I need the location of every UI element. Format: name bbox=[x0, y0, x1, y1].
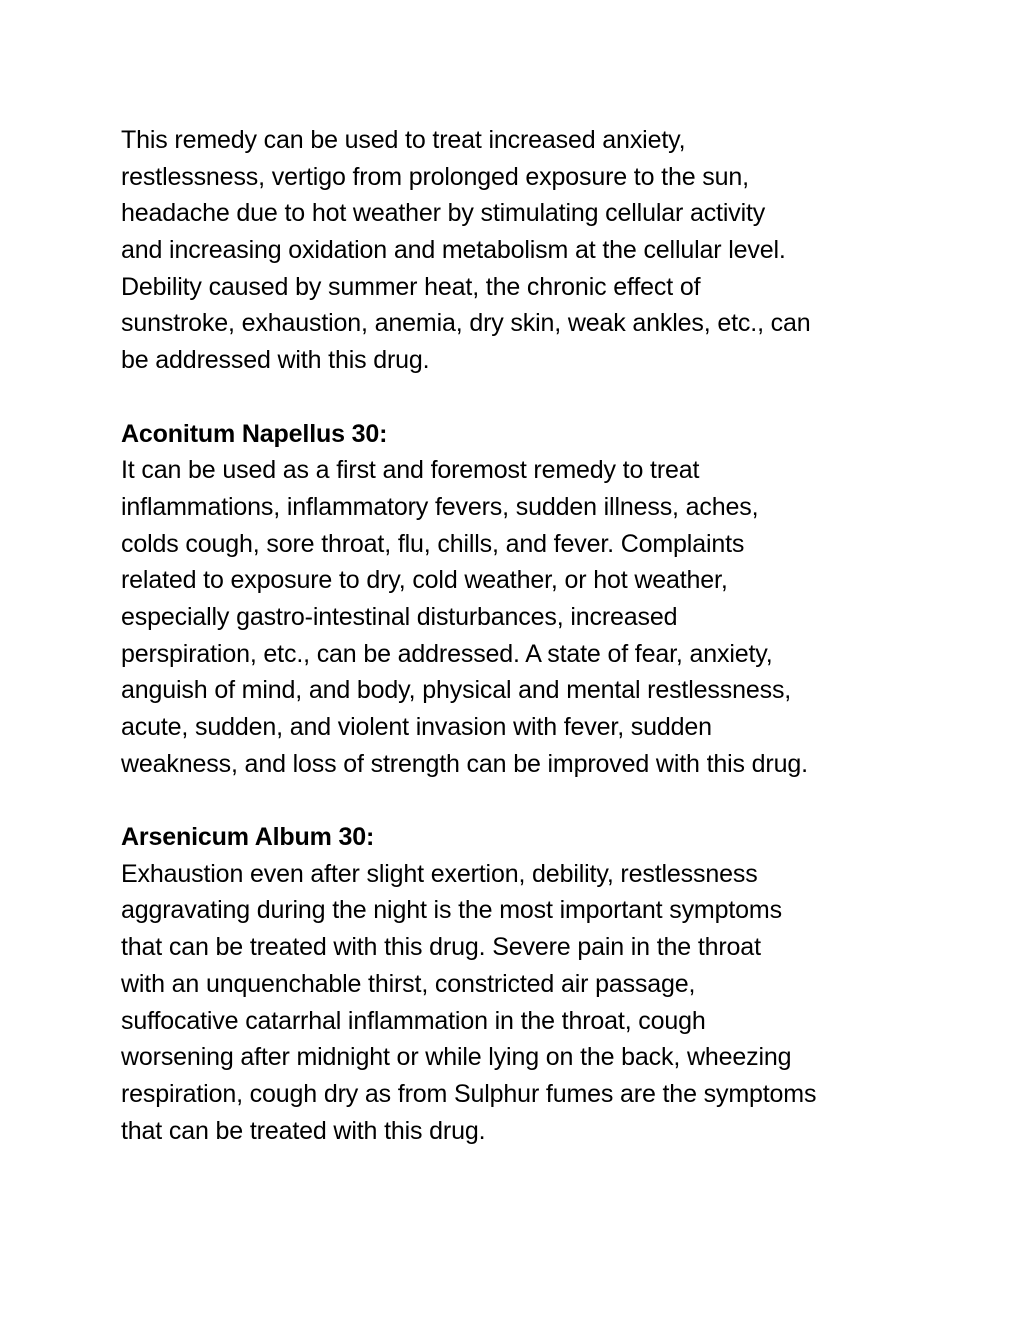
paragraph-line: especially gastro-intestinal disturbances, increased bbox=[121, 602, 678, 631]
section-heading: Aconitum Napellus 30: bbox=[121, 419, 388, 448]
intro-paragraph bbox=[121, 122, 911, 379]
paragraph-line: aggravating during the night is the most important symptoms bbox=[121, 896, 782, 925]
paragraph-line: anguish of mind, and body, physical and mental restlessness, bbox=[121, 676, 792, 705]
section-arsenicum-album bbox=[121, 819, 911, 1149]
paragraph-line: acute, sudden, and violent invasion with fever, sudden bbox=[121, 713, 712, 741]
paragraph-line: and increasing oxidation and metabolism at the cellular level. bbox=[121, 236, 786, 265]
paragraph-line: that can be treated with this drug. bbox=[121, 1116, 486, 1145]
paragraph-line: weakness, and loss of strength can be improved with this drug. bbox=[121, 749, 808, 778]
paragraph-line: This remedy can be used to treat increased anxiety, bbox=[121, 126, 686, 154]
section-aconitum-napellus bbox=[121, 416, 911, 783]
paragraph-line: related to exposure to dry, cold weather, or hot weather, bbox=[121, 566, 728, 595]
paragraph-line: respiration, cough dry as from Sulphur fumes are the symptoms bbox=[121, 1079, 817, 1108]
paragraph-line: with an unquenchable thirst, constricted air passage, bbox=[121, 969, 696, 998]
paragraph-line: sunstroke, exhaustion, anemia, dry skin, weak ankles, etc., can bbox=[121, 309, 811, 338]
paragraph-line: restlessness, vertigo from prolonged exposure to the sun, bbox=[121, 162, 749, 191]
document-page bbox=[121, 122, 911, 1149]
paragraph-spacer bbox=[121, 782, 911, 819]
paragraph-line: Debility caused by summer heat, the chronic effect of bbox=[121, 272, 701, 301]
paragraph-line: It can be used as a first and foremost remedy to treat bbox=[121, 456, 700, 485]
paragraph-line: worsening after midnight or while lying on the back, wheezing bbox=[121, 1043, 792, 1072]
paragraph-line: that can be treated with this drug. Severe pain in the throat bbox=[121, 933, 761, 962]
paragraph-spacer bbox=[121, 379, 911, 416]
paragraph-line: headache due to hot weather by stimulating cellular activity bbox=[121, 199, 766, 228]
paragraph-line: inflammations, inflammatory fevers, sudden illness, aches, bbox=[121, 492, 759, 521]
paragraph-line: be addressed with this drug. bbox=[121, 346, 430, 375]
section-heading: Arsenicum Album 30: bbox=[121, 823, 375, 852]
paragraph-line: suffocative catarrhal inflammation in the throat, cough bbox=[121, 1006, 706, 1035]
paragraph-line: colds cough, sore throat, flu, chills, and fever. Complaints bbox=[121, 529, 745, 558]
paragraph-line: perspiration, etc., can be addressed. A state of fear, anxiety, bbox=[121, 639, 773, 668]
paragraph-line: Exhaustion even after slight exertion, debility, restlessness bbox=[121, 859, 758, 888]
